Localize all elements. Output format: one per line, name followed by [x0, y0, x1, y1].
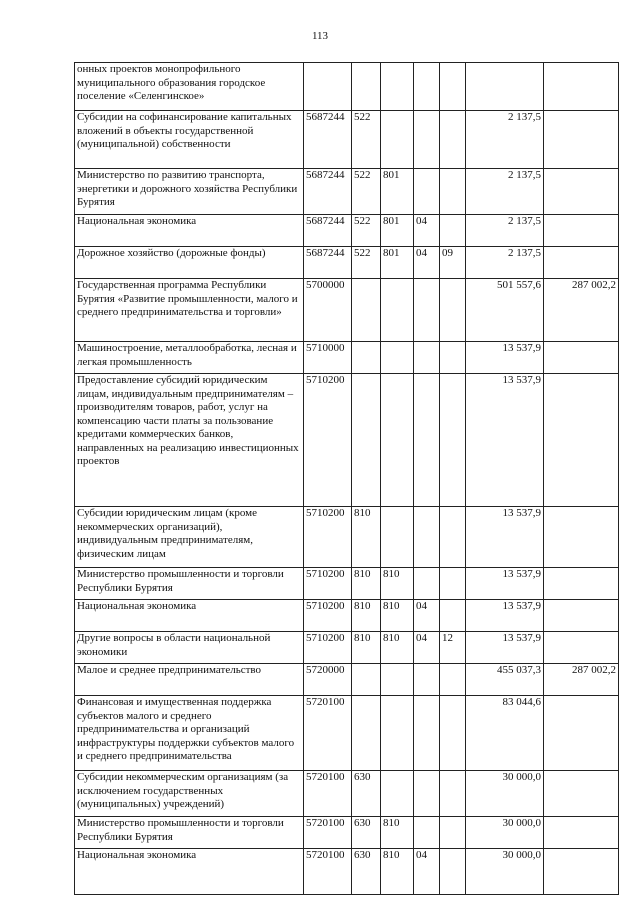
row-section	[414, 817, 440, 849]
row-department: 801	[381, 247, 414, 279]
row-subsection	[440, 849, 466, 895]
table-row	[75, 215, 619, 247]
row-department: 810	[381, 568, 414, 600]
row-amount-2	[544, 817, 619, 849]
row-amount-1: 83 044,6	[466, 696, 544, 771]
row-code: 5687244	[304, 215, 352, 247]
row-section	[414, 664, 440, 696]
table-row	[75, 600, 619, 632]
row-name: Субсидии на софинансирование капитальных вложений в объекты государственной (муниципальной) собственности	[75, 111, 304, 169]
row-department	[381, 374, 414, 507]
row-amount-2	[544, 247, 619, 279]
row-section	[414, 279, 440, 342]
row-subsection	[440, 771, 466, 817]
row-subsection	[440, 600, 466, 632]
row-name: Предоставление субсидий юридическим лицам, индивидуальным предпринимателям – производителям товаров, работ, услуг на компенсацию части платы за пользование кредитами коммерческих банков, направленных на реализацию инвестиционных проектов	[75, 374, 304, 507]
row-amount-1: 2 137,5	[466, 215, 544, 247]
row-code: 5720100	[304, 849, 352, 895]
row-department	[381, 63, 414, 111]
row-code: 5710200	[304, 568, 352, 600]
row-amount-1: 30 000,0	[466, 817, 544, 849]
row-expense-type: 630	[352, 771, 381, 817]
row-subsection	[440, 507, 466, 568]
row-expense-type	[352, 279, 381, 342]
row-subsection	[440, 63, 466, 111]
row-name: Малое и среднее предпринимательство	[75, 664, 304, 696]
row-section	[414, 111, 440, 169]
row-name: Субсидии некоммерческим организациям (за исключением государственных (муниципальных) учреждений)	[75, 771, 304, 817]
row-amount-2	[544, 849, 619, 895]
row-amount-1: 13 537,9	[466, 507, 544, 568]
table-row	[75, 374, 619, 507]
row-expense-type: 522	[352, 169, 381, 215]
row-name: Субсидии юридическим лицам (кроме некоммерческих организаций), индивидуальным предпринимателям, физическим лицам	[75, 507, 304, 568]
row-subsection	[440, 111, 466, 169]
table-row	[75, 771, 619, 817]
row-section: 04	[414, 849, 440, 895]
row-department: 801	[381, 169, 414, 215]
row-code: 5720100	[304, 771, 352, 817]
table-row	[75, 568, 619, 600]
row-subsection	[440, 568, 466, 600]
row-section	[414, 771, 440, 817]
row-department	[381, 342, 414, 374]
row-code: 5687244	[304, 169, 352, 215]
row-department: 801	[381, 215, 414, 247]
row-amount-1: 2 137,5	[466, 169, 544, 215]
row-name: Национальная экономика	[75, 600, 304, 632]
row-amount-2	[544, 600, 619, 632]
row-amount-2: 287 002,2	[544, 664, 619, 696]
row-name: Другие вопросы в области национальной экономики	[75, 632, 304, 664]
row-code: 5687244	[304, 111, 352, 169]
table-row	[75, 111, 619, 169]
table-row	[75, 247, 619, 279]
row-subsection	[440, 169, 466, 215]
budget-table	[74, 62, 619, 895]
row-expense-type: 630	[352, 817, 381, 849]
row-amount-1: 13 537,9	[466, 632, 544, 664]
row-code: 5720000	[304, 664, 352, 696]
row-amount-1: 2 137,5	[466, 111, 544, 169]
row-amount-2	[544, 342, 619, 374]
table-row	[75, 664, 619, 696]
row-amount-1: 30 000,0	[466, 849, 544, 895]
row-amount-1: 13 537,9	[466, 568, 544, 600]
row-amount-1: 455 037,3	[466, 664, 544, 696]
row-subsection	[440, 696, 466, 771]
row-section	[414, 63, 440, 111]
row-expense-type: 522	[352, 111, 381, 169]
row-section	[414, 696, 440, 771]
row-name: Дорожное хозяйство (дорожные фонды)	[75, 247, 304, 279]
row-amount-1: 13 537,9	[466, 342, 544, 374]
row-department	[381, 507, 414, 568]
row-amount-2	[544, 215, 619, 247]
row-amount-1	[466, 63, 544, 111]
table-row	[75, 63, 619, 111]
row-expense-type	[352, 342, 381, 374]
table-row	[75, 849, 619, 895]
row-amount-2	[544, 169, 619, 215]
row-subsection	[440, 342, 466, 374]
row-expense-type	[352, 696, 381, 771]
row-name: онных проектов монопрофильного муниципального образования городское поселение «Селенгинское»	[75, 63, 304, 111]
budget-table-body	[75, 63, 619, 895]
row-amount-2	[544, 568, 619, 600]
row-name: Министерство по развитию транспорта, энергетики и дорожного хозяйства Республики Бурятия	[75, 169, 304, 215]
row-amount-2	[544, 63, 619, 111]
row-section	[414, 374, 440, 507]
page-number: 113	[311, 30, 329, 42]
row-code: 5710200	[304, 374, 352, 507]
table-row	[75, 279, 619, 342]
row-subsection: 12	[440, 632, 466, 664]
row-expense-type: 810	[352, 507, 381, 568]
row-amount-2	[544, 696, 619, 771]
row-section	[414, 342, 440, 374]
row-section	[414, 568, 440, 600]
row-subsection	[440, 279, 466, 342]
row-code: 5710200	[304, 600, 352, 632]
row-amount-2	[544, 507, 619, 568]
row-subsection: 09	[440, 247, 466, 279]
row-section: 04	[414, 215, 440, 247]
row-name: Машиностроение, металлообработка, лесная и легкая промышленность	[75, 342, 304, 374]
row-section	[414, 507, 440, 568]
row-amount-1: 30 000,0	[466, 771, 544, 817]
row-amount-1: 501 557,6	[466, 279, 544, 342]
row-department	[381, 664, 414, 696]
row-subsection	[440, 374, 466, 507]
row-amount-2	[544, 771, 619, 817]
row-amount-1: 2 137,5	[466, 247, 544, 279]
row-department	[381, 696, 414, 771]
table-row	[75, 817, 619, 849]
row-department: 810	[381, 600, 414, 632]
row-section	[414, 169, 440, 215]
table-row	[75, 169, 619, 215]
row-subsection	[440, 817, 466, 849]
row-amount-2	[544, 111, 619, 169]
row-code	[304, 63, 352, 111]
row-department: 810	[381, 817, 414, 849]
row-department	[381, 279, 414, 342]
row-amount-1: 13 537,9	[466, 600, 544, 632]
row-amount-2	[544, 374, 619, 507]
row-expense-type	[352, 664, 381, 696]
row-expense-type: 630	[352, 849, 381, 895]
row-code: 5710200	[304, 632, 352, 664]
row-name: Министерство промышленности и торговли Республики Бурятия	[75, 568, 304, 600]
row-subsection	[440, 215, 466, 247]
row-department	[381, 771, 414, 817]
row-expense-type: 810	[352, 600, 381, 632]
row-code: 5700000	[304, 279, 352, 342]
row-code: 5710200	[304, 507, 352, 568]
row-expense-type: 810	[352, 632, 381, 664]
row-amount-2: 287 002,2	[544, 279, 619, 342]
row-expense-type: 810	[352, 568, 381, 600]
row-expense-type	[352, 374, 381, 507]
row-amount-1: 13 537,9	[466, 374, 544, 507]
table-row	[75, 342, 619, 374]
row-name: Государственная программа Республики Бурятия «Развитие промышленности, малого и среднего предпринимательства и торговли»	[75, 279, 304, 342]
row-name: Министерство промышленности и торговли Республики Бурятия	[75, 817, 304, 849]
table-row	[75, 632, 619, 664]
table-row	[75, 507, 619, 568]
row-expense-type: 522	[352, 215, 381, 247]
row-subsection	[440, 664, 466, 696]
row-section: 04	[414, 632, 440, 664]
row-department	[381, 111, 414, 169]
row-section: 04	[414, 600, 440, 632]
row-code: 5710000	[304, 342, 352, 374]
row-amount-2	[544, 632, 619, 664]
row-name: Финансовая и имущественная поддержка субъектов малого и среднего предпринимательства и организаций инфраструктуры поддержки субъектов малого и среднего предпринимательства	[75, 696, 304, 771]
row-department: 810	[381, 849, 414, 895]
row-expense-type	[352, 63, 381, 111]
row-code: 5720100	[304, 817, 352, 849]
row-name: Национальная экономика	[75, 215, 304, 247]
row-code: 5687244	[304, 247, 352, 279]
row-expense-type: 522	[352, 247, 381, 279]
row-department: 810	[381, 632, 414, 664]
row-code: 5720100	[304, 696, 352, 771]
table-row	[75, 696, 619, 771]
row-section: 04	[414, 247, 440, 279]
row-name: Национальная экономика	[75, 849, 304, 895]
